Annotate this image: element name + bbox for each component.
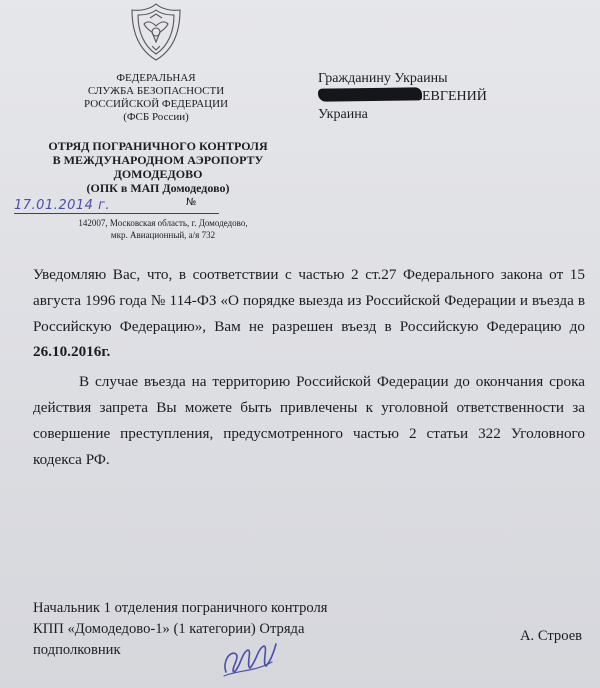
signer-name: А. Строев bbox=[520, 628, 583, 644]
recipient-name-line bbox=[318, 88, 487, 106]
signature-icon bbox=[220, 632, 280, 682]
notice-text: Уведомляю Вас, что, в соответствии с частью 2 ст.27 Федерального закона от 15 августа 1996 года № 114-ФЗ «О порядке выезда из Российской Федерации и въезда в Российскую Федерацию», Вам не разрешен въезд в Российскую Федерацию до bbox=[33, 266, 585, 335]
fsb-emblem-icon bbox=[128, 2, 184, 62]
letter-body bbox=[33, 262, 585, 472]
unit-block bbox=[34, 139, 282, 195]
paragraph-warning: В случае въезда на территорию Российской Федерации до окончания срока действия запрета Вы можете быть привлечены к уголовной ответственности за совершение преступления, предусмотренного частью 2 статьи 322 Уголовного кодекса РФ. bbox=[33, 373, 585, 468]
org-line: СЛУЖБА БЕЗОПАСНОСТИ bbox=[87, 85, 225, 97]
signatory-block bbox=[33, 598, 327, 661]
signatory-line: Начальник 1 отделения пограничного контроля bbox=[33, 600, 328, 616]
paragraph-notice bbox=[33, 262, 585, 365]
recipient-name: ЕВГЕНИЙ bbox=[422, 89, 487, 104]
org-line: (ФСБ России) bbox=[123, 111, 189, 123]
number-sign: № bbox=[186, 197, 197, 208]
recipient-block bbox=[318, 70, 487, 124]
redaction-mark bbox=[318, 87, 422, 101]
unit-line: ДОМОДЕДОВО bbox=[113, 167, 203, 181]
recipient-country: Украина bbox=[318, 107, 368, 122]
org-line: ФЕДЕРАЛЬНАЯ bbox=[116, 72, 196, 84]
ban-end-date: 26.10.2016г. bbox=[33, 343, 111, 361]
signatory-line: КПП «Домодедово-1» (1 категории) Отряда bbox=[33, 621, 305, 637]
unit-line: ОТРЯД ПОГРАНИЧНОГО КОНТРОЛЯ bbox=[48, 139, 268, 153]
organization-block bbox=[40, 72, 272, 124]
address-line: 142007, Московская область, г. Домодедово, bbox=[78, 218, 248, 228]
sender-address bbox=[46, 217, 280, 241]
signatory-line: подполковник bbox=[33, 642, 121, 658]
org-line: РОССИЙСКОЙ ФЕДЕРАЦИИ bbox=[83, 98, 229, 110]
handwritten-date: 17.01.2014 г. bbox=[14, 198, 111, 213]
unit-line: (ОПК в МАП Домодедово) bbox=[86, 181, 230, 195]
recipient-title: Гражданину Украины bbox=[318, 71, 448, 86]
date-underline bbox=[14, 213, 219, 214]
address-line: мкр. Авиационный, а/я 732 bbox=[110, 230, 216, 240]
unit-line: В МЕЖДУНАРОДНОМ АЭРОПОРТУ bbox=[52, 153, 264, 167]
